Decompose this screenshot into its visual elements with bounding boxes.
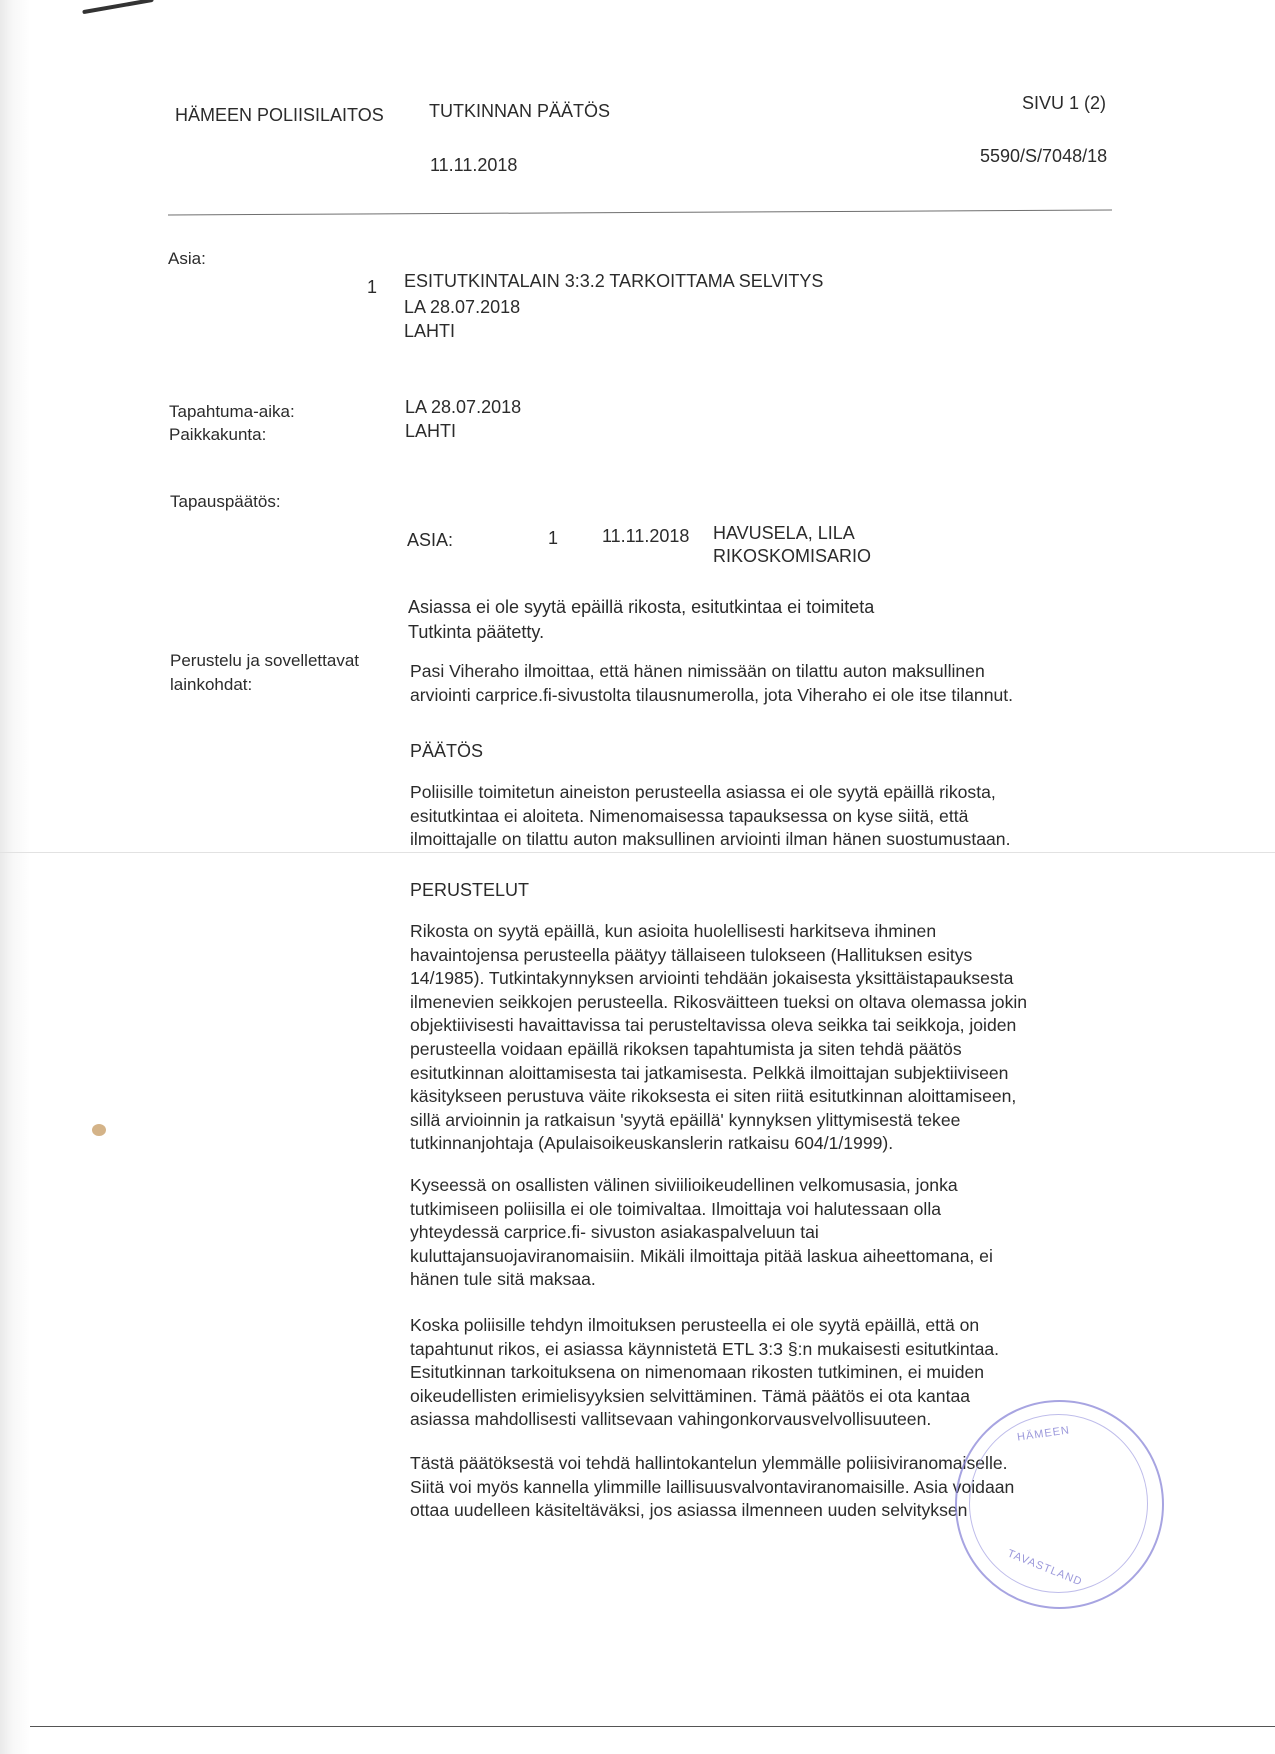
text-line: Koska poliisille tehdyn ilmoituksen perusteella ei ole syytä epäillä, että on xyxy=(410,1315,980,1335)
perustelut-heading: PERUSTELUT xyxy=(410,880,530,900)
grounds-label: Perustelu ja sovellettavat xyxy=(170,651,359,670)
text-line: havaintojensa perusteella päätyy tällaiseen tulokseen (Hallituksen esitys xyxy=(410,944,973,965)
stamp-text-top: HÄMEEN xyxy=(1016,1424,1071,1444)
text-line: Pasi Viheraho ilmoittaa, että hänen nimissään on tilattu auton maksullinen xyxy=(410,661,985,681)
decision-date: 11.11.2018 xyxy=(602,526,690,546)
text-line: ottaa uudelleen käsiteltäväksi, jos asiassa ilmenneen uuden selvityksen xyxy=(410,1500,968,1521)
text-line: oikeudellisten erimielisyyksien selvittäminen. Tämä päätös ei ota kantaa xyxy=(410,1385,971,1406)
asia-line: ESITUTKINTALAIN 3:3.2 TARKOITTAMA SELVITYS xyxy=(404,271,824,291)
decision-asia-label: ASIA: xyxy=(407,530,454,550)
text-line: sillä arvioinnin ja ratkaisun 'syytä epäillä' kynnyksen ylittymisestä tekee xyxy=(410,1109,961,1130)
event-place-value: LAHTI xyxy=(405,421,457,441)
text-line: ilmenevien seikkojen perusteella. Rikosväitteen tueksi on oltava olemassa jokin xyxy=(410,991,1028,1012)
decision-summary: Tutkinta päätetty. xyxy=(408,622,545,642)
text-line: käsitykseen perustuva väite rikoksesta ei siten riitä esitutkinnan aloittamiseen, xyxy=(410,1086,1017,1107)
stamp-text-bottom: TAVASTLAND xyxy=(1005,1547,1085,1589)
event-time-value: LA 28.07.2018 xyxy=(405,397,522,417)
agency-name: HÄMEEN POLIISILAITOS xyxy=(175,105,384,125)
header-divider xyxy=(168,210,1112,216)
paatos-paragraph xyxy=(410,781,1110,852)
paatos-heading: PÄÄTÖS xyxy=(410,741,484,761)
decision-officer-name: HAVUSELA, LILA xyxy=(713,523,855,543)
text-line: Poliisille toimitetun aineiston perusteella asiassa ei ole syytä epäillä rikosta, xyxy=(410,782,996,802)
text-line: objektiivisesti havaittavissa tai perusteltavissa oleva seikka tai seikkoja, joiden xyxy=(410,1015,1017,1036)
document-type: TUTKINNAN PÄÄTÖS xyxy=(429,101,611,121)
decision-officer-title: RIKOSKOMISARIO xyxy=(713,546,872,566)
asia-label: Asia: xyxy=(168,249,206,268)
grounds-label: lainkohdat: xyxy=(170,675,253,694)
text-line: Tästä päätöksestä voi tehdä hallintokantelun ylemmälle poliisiviranomaiselle. xyxy=(410,1453,1008,1473)
decision-number: 1 xyxy=(548,528,559,548)
decision-summary: Asiassa ei ole syytä epäillä rikosta, esitutkintaa ei toimiteta xyxy=(408,597,875,617)
scan-edge xyxy=(0,0,30,1754)
perustelut-paragraph-2 xyxy=(410,1174,1110,1292)
asia-number: 1 xyxy=(367,277,378,297)
text-line: hänen tule sitä maksaa. xyxy=(410,1269,596,1290)
text-line: arviointi carprice.fi-sivustolta tilausnumerolla, jota Viheraho ei ole itse tilannut. xyxy=(410,684,1014,705)
scan-smudge xyxy=(92,1124,106,1136)
asia-line: LA 28.07.2018 xyxy=(404,297,521,317)
text-line: esitutkintaa ei aloiteta. Nimenomaisessa tapauksessa on kyse siitä, että xyxy=(410,805,969,826)
text-line: Siitä voi myös kannella ylimmille laillisuusvalvontaviranomaisille. Asia voidaan xyxy=(410,1476,1015,1497)
scan-bottom-edge xyxy=(30,1726,1275,1727)
case-number: 5590/S/7048/18 xyxy=(980,146,1108,166)
text-line: esitutkinnan aloittamisesta tai jatkamisesta. Pelkkä ilmoittajan subjektiiviseen xyxy=(410,1062,1009,1083)
text-line: tutkinnanjohtaja (Apulaisoikeuskanslerin ratkaisu 604/1/1999). xyxy=(410,1133,894,1154)
page-indicator: SIVU 1 (2) xyxy=(1022,93,1107,113)
text-line: Kyseessä on osallisten välinen siviilioikeudellinen velkomusasia, jonka xyxy=(410,1175,958,1195)
pen-mark xyxy=(82,0,154,14)
text-line: tapahtunut rikos, ei asiassa käynnistetä ETL 3:3 §:n mukaisesti esitutkintaa. xyxy=(410,1338,1000,1359)
decision-label: Tapauspäätös: xyxy=(170,492,281,511)
text-line: yhteydessä carprice.fi- sivuston asiakaspalveluun tai xyxy=(410,1222,819,1243)
perustelut-paragraph-1 xyxy=(410,920,1110,1156)
text-line: Rikosta on syytä epäillä, kun asioita huolellisesti harkitseva ihminen xyxy=(410,921,937,941)
text-line: tutkimiseen poliisilla ei ole toimivaltaa. Ilmoittaja voi halutessaan olla xyxy=(410,1198,942,1219)
intro-paragraph xyxy=(410,660,1110,707)
asia-line: LAHTI xyxy=(404,321,456,341)
event-place-label: Paikkakunta: xyxy=(169,425,267,444)
event-time-label: Tapahtuma-aika: xyxy=(169,402,295,421)
text-line: 14/1985). Tutkintakynnyksen arviointi tehdään jokaisesta yksittäistapauksesta xyxy=(410,968,1014,989)
page-fold-line xyxy=(0,852,1275,853)
text-line: Esitutkinnan tarkoituksena on nimenomaan rikosten tutkiminen, ei muiden xyxy=(410,1362,985,1383)
text-line: ilmoittajalle on tilattu auton maksullinen arviointi ilman hänen suostumustaan. xyxy=(410,829,1011,850)
text-line: kuluttajansuojaviranomaisiin. Mikäli ilmoittaja pitää laskua aiheettomana, ei xyxy=(410,1245,993,1266)
text-line: perusteella voidaan epäillä rikoksen tapahtumista ja siten tehdä päätös xyxy=(410,1038,962,1059)
text-line: asiassa mahdollisesti vallitsevaan vahingonkorvausvelvollisuuteen. xyxy=(410,1409,932,1430)
document-date: 11.11.2018 xyxy=(430,155,518,175)
official-stamp xyxy=(955,1400,1164,1609)
